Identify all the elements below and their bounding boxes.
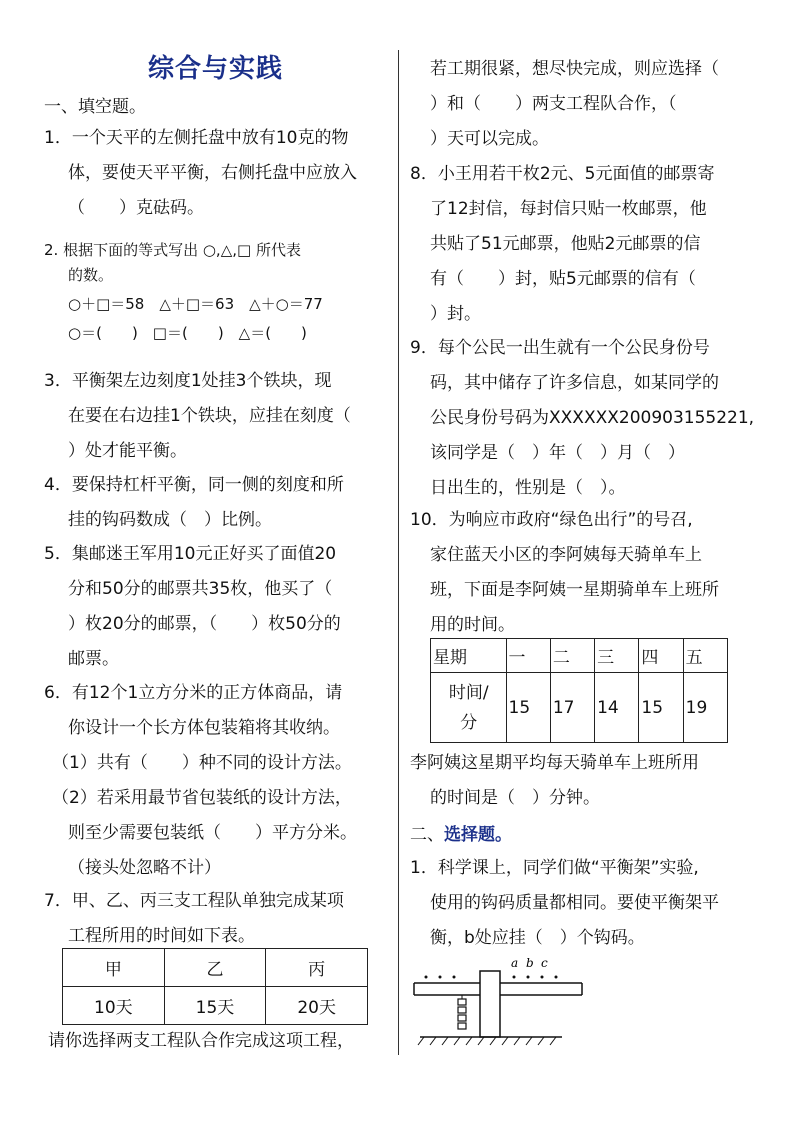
- q10-line: 班，下面是李阿姨一星期骑单车上班所: [430, 580, 719, 600]
- q6-note: （接头处忽略不计）: [68, 858, 221, 878]
- q4-line: 4．要保持杠杆平衡，同一侧的刻度和所: [44, 475, 344, 495]
- q10-line: 的时间是（ ）分钟。: [430, 788, 600, 808]
- table-cell: 丙: [266, 949, 368, 987]
- q7-line: 7．甲、乙、丙三支工程队单独完成某项: [44, 891, 344, 911]
- q3-line: 在要在右边挂1个铁块，应挂在刻度（: [68, 406, 351, 426]
- table-cell: 五: [683, 639, 727, 673]
- question-10-continued: [410, 746, 699, 816]
- label-b: b: [526, 956, 534, 970]
- q10-line: 10．为响应市政府“绿色出行”的号召,: [410, 510, 693, 530]
- q8-line: 共贴了51元邮票，他贴2元邮票的信: [430, 234, 701, 254]
- q9-line: 该同学是（ ）年（ ）月（ ）: [430, 443, 685, 463]
- question-5: [44, 537, 341, 677]
- question-7-continued: [48, 1024, 354, 1059]
- question-6: [44, 676, 357, 886]
- q9-line: 码，其中储存了许多信息，如某同学的: [430, 373, 719, 393]
- q7-line: 请你选择两支工程队合作完成这项工程，: [48, 1031, 354, 1051]
- q9-line: 日出生的，性别是（ ）。: [430, 478, 626, 498]
- c1-line: 1．科学课上，同学们做“平衡架”实验,: [410, 858, 699, 878]
- q2-line: 2. 根据下面的等式写出 ○,△,□ 所代表: [44, 241, 301, 259]
- row-label: 时间/: [448, 682, 489, 703]
- q7-line: ）和（ ）两支工程队合作，（: [430, 94, 677, 114]
- question-9: [410, 331, 754, 506]
- q6-line: 6．有12个1立方分米的正方体商品，请: [44, 683, 343, 703]
- q6-sub1: （1）共有（ ）种不同的设计方法。: [52, 753, 352, 773]
- q1-line: 体，要使天平平衡，右侧托盘中应放入: [68, 163, 357, 183]
- question-10: [410, 503, 719, 643]
- choice-question-1: [410, 851, 719, 956]
- q7-line: 若工期很紧，想尽快完成，则应选择（: [430, 59, 719, 79]
- q7-line: ）天可以完成。: [430, 129, 549, 149]
- q1-line: 1．一个天平的左侧托盘中放有10克的物: [44, 128, 349, 148]
- q7-line: 工程所用的时间如下表。: [68, 926, 255, 946]
- q4-line: 挂的钩码数成（ ）比例。: [68, 510, 272, 530]
- c1-line: 衡，b处应挂（ ）个钩码。: [430, 928, 645, 948]
- q10-line: 用的时间。: [430, 615, 515, 635]
- q2-equations: ○＋□＝58 △＋□＝63 △＋○＝77: [68, 295, 323, 313]
- cycling-time-table: [430, 638, 728, 743]
- hook-weights: [458, 999, 466, 1029]
- question-4: [44, 468, 344, 538]
- label-a: a: [511, 956, 519, 970]
- q9-line: 公民身份号码为XXXXXX200903155221,: [430, 408, 755, 428]
- q3-line: 3．平衡架左边刻度1处挂3个铁块，现: [44, 371, 332, 391]
- question-1: [44, 121, 357, 226]
- section-title: 选择题。: [444, 825, 512, 845]
- table-cell: 17: [550, 673, 594, 743]
- table-cell: [431, 673, 507, 743]
- q3-line: ）处才能平衡。: [68, 441, 187, 461]
- table-cell: 甲: [63, 949, 165, 987]
- q9-line: 9．每个公民一出生就有一个公民身份号: [410, 338, 710, 358]
- label-c: c: [541, 956, 548, 970]
- table-cell: 15: [506, 673, 550, 743]
- q6-line: 你设计一个长方体包装箱将其收纳。: [68, 718, 340, 738]
- page-title: 综合与实践: [148, 54, 284, 84]
- q5-line: ）枚20分的邮票，（ ）枚50分的: [68, 614, 341, 634]
- table-cell: 20天: [266, 987, 368, 1025]
- q5-line: 分和50分的邮票共35枚，他买了（: [68, 579, 333, 599]
- ground-hatch: [418, 1037, 556, 1045]
- question-7: [44, 884, 344, 954]
- table-cell: 14: [595, 673, 639, 743]
- table-cell: 二: [550, 639, 594, 673]
- q6-line: 则至少需要包装纸（ ）平方分米。: [68, 823, 357, 843]
- q5-line: 5．集邮迷王军用10元正好买了面值20: [44, 544, 337, 564]
- q6-sub2: （2）若采用最节省包装纸的设计方法，: [52, 788, 352, 808]
- q8-line: ）封。: [430, 304, 481, 324]
- question-8: [410, 157, 714, 332]
- table-cell: 15: [639, 673, 683, 743]
- table-cell: 四: [639, 639, 683, 673]
- balance-rack-figure: [412, 955, 592, 1050]
- table-cell: 乙: [164, 949, 266, 987]
- question-3: [44, 364, 351, 469]
- section-number: 二、: [410, 825, 444, 845]
- table-cell: 星期: [431, 639, 507, 673]
- q8-line: 有（ ）封，贴5元邮票的信有（: [430, 269, 696, 289]
- q2-answers: ○＝( ) □＝( ) △＝( ): [68, 324, 307, 342]
- q1-line: （ ）克砝码。: [68, 198, 204, 218]
- team-time-table: [62, 948, 368, 1025]
- question-2: [44, 236, 323, 348]
- section-choice: [410, 820, 512, 845]
- table-cell: 一: [506, 639, 550, 673]
- q8-line: 了12封信，每封信只贴一枚邮票，他: [430, 199, 707, 219]
- column-divider: [398, 50, 399, 1055]
- table-cell: 10天: [63, 987, 165, 1025]
- q5-line: 邮票。: [68, 649, 119, 669]
- q10-line: 家住蓝天小区的李阿姨每天骑单车上: [430, 545, 702, 565]
- q8-line: 8．小王用若干枚2元、5元面值的邮票寄: [410, 164, 715, 184]
- table-cell: 19: [683, 673, 727, 743]
- q2-line: 的数。: [68, 266, 114, 284]
- row-label: 分: [460, 712, 478, 733]
- table-cell: 15天: [164, 987, 266, 1025]
- c1-line: 使用的钩码质量都相同。要使平衡架平: [430, 893, 719, 913]
- q10-line: 李阿姨这星期平均每天骑单车上班所用: [410, 753, 699, 773]
- section-fill-blank: 一、填空题。: [44, 97, 146, 117]
- table-cell: 三: [595, 639, 639, 673]
- question-7-right: [430, 52, 719, 157]
